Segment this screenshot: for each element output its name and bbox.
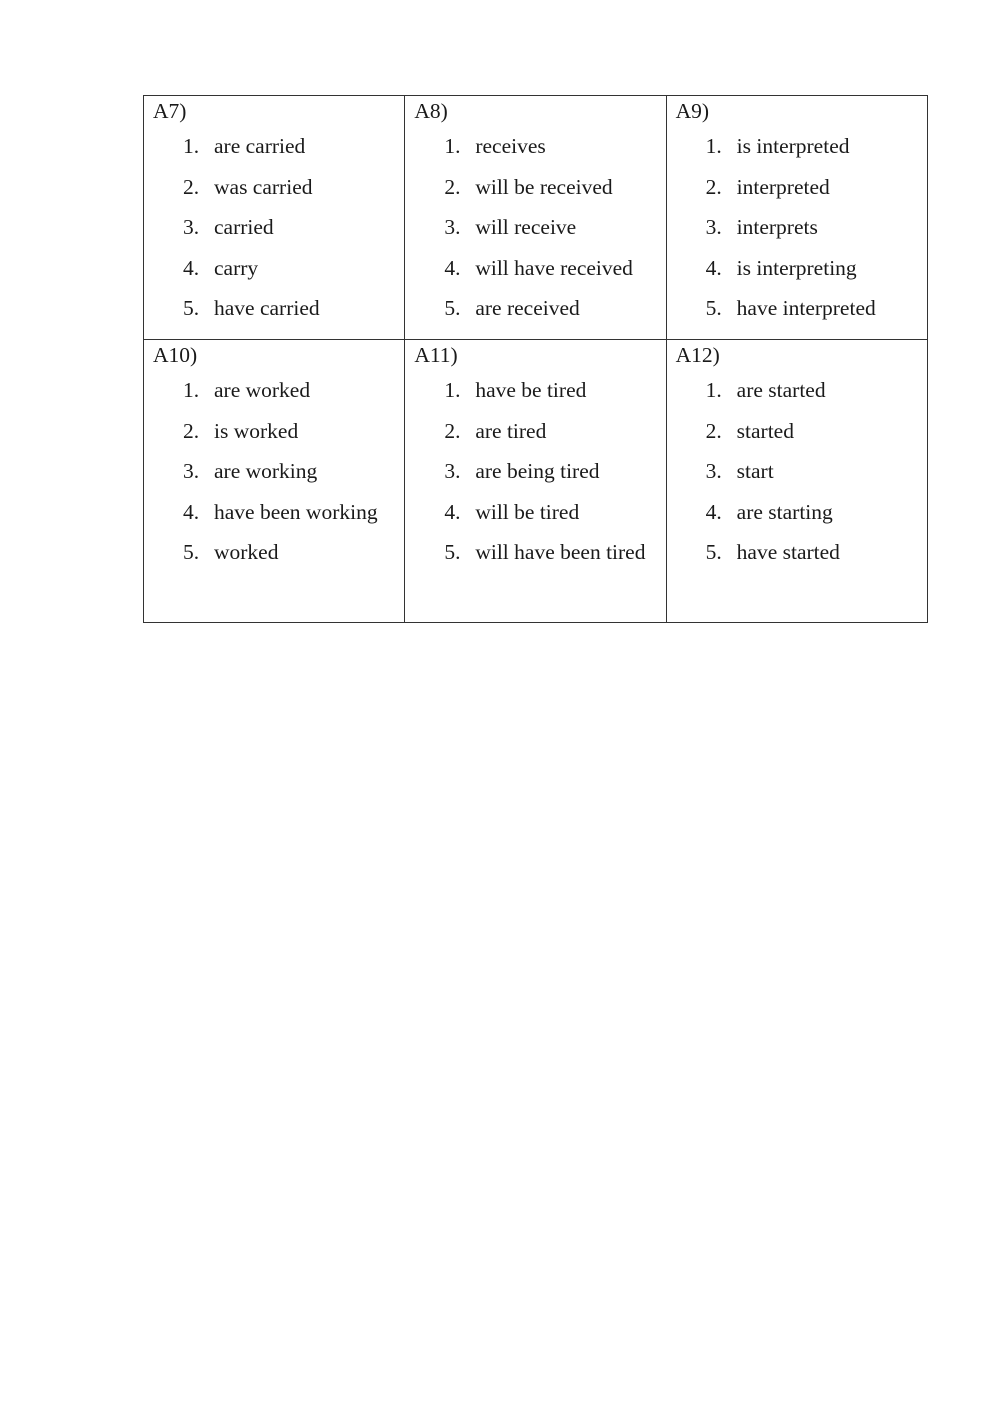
option-text: are received: [475, 296, 580, 321]
option-item: [153, 288, 396, 329]
option-item: [414, 248, 657, 289]
option-number: 1.: [183, 377, 200, 402]
option-text: have interpreted: [736, 296, 876, 321]
option-item: [153, 451, 396, 492]
option-text: are carried: [214, 134, 306, 158]
option-text: are started: [736, 377, 826, 402]
option-number: 5.: [183, 540, 200, 565]
option-number: 1.: [183, 134, 200, 158]
option-item: [676, 411, 919, 452]
option-list: [153, 370, 396, 573]
option-item: [414, 126, 657, 167]
option-number: 2.: [705, 418, 722, 443]
option-number: 5.: [705, 296, 722, 321]
option-item: [414, 167, 657, 208]
option-number: 3.: [183, 459, 200, 484]
option-text: will have been tired: [475, 540, 646, 565]
option-number: 5.: [705, 540, 722, 565]
question-cell-a7: [144, 96, 405, 340]
option-number: 1.: [705, 134, 722, 158]
option-item: [676, 492, 919, 533]
option-number: 1.: [444, 377, 461, 402]
option-number: 4.: [183, 499, 200, 524]
option-text: will have received: [475, 255, 633, 280]
question-label: A12): [675, 342, 720, 367]
option-item: [153, 207, 396, 248]
option-item: [153, 492, 396, 533]
option-number: 4.: [705, 499, 722, 524]
option-text: have started: [736, 540, 840, 565]
question-cell-a8: [405, 96, 666, 340]
question-label: A8): [414, 99, 448, 123]
option-text: carried: [214, 215, 274, 240]
option-item: [414, 411, 657, 452]
question-label: A11): [414, 342, 458, 367]
option-number: 4.: [183, 255, 200, 280]
table-row: [144, 339, 928, 622]
option-item: [153, 126, 396, 167]
option-item: [676, 532, 919, 573]
option-text: will receive: [475, 215, 577, 240]
option-item: [414, 451, 657, 492]
answer-options-table: [143, 95, 928, 623]
option-list: [414, 370, 657, 573]
option-item: [414, 370, 657, 411]
option-item: [676, 451, 919, 492]
option-number: 5.: [183, 296, 200, 321]
option-number: 3.: [444, 215, 461, 240]
option-item: [676, 126, 919, 167]
option-number: 4.: [444, 255, 461, 280]
option-text: will be received: [475, 174, 613, 199]
option-list: [153, 126, 396, 329]
option-list: [414, 126, 657, 329]
option-number: 3.: [183, 215, 200, 240]
option-number: 1.: [444, 134, 461, 158]
option-number: 3.: [444, 459, 461, 484]
question-label: A10): [153, 342, 198, 367]
option-text: are worked: [214, 377, 311, 402]
option-item: [153, 532, 396, 573]
option-number: 5.: [444, 540, 461, 565]
option-item: [414, 288, 657, 329]
option-number: 4.: [444, 499, 461, 524]
option-number: 5.: [444, 296, 461, 321]
question-label: A7): [153, 99, 187, 123]
question-label: A9): [675, 99, 710, 123]
option-item: [414, 207, 657, 248]
option-number: 2.: [183, 174, 200, 199]
option-text: worked: [214, 540, 279, 565]
option-number: 3.: [705, 459, 722, 484]
option-text: have be tired: [475, 377, 587, 402]
option-item: [414, 532, 657, 573]
option-number: 2.: [705, 174, 722, 199]
option-item: [676, 288, 919, 329]
question-cell-a11: [405, 339, 666, 622]
option-text: start: [736, 459, 774, 484]
option-item: [153, 411, 396, 452]
option-number: 2.: [183, 418, 200, 443]
option-text: are working: [214, 459, 318, 484]
option-text: is interpreting: [736, 255, 857, 280]
option-text: carry: [214, 255, 259, 280]
question-cell-a12: [666, 339, 927, 622]
option-number: 2.: [444, 174, 461, 199]
option-item: [676, 207, 919, 248]
option-item: [153, 248, 396, 289]
option-text: have been working: [214, 499, 378, 524]
option-text: started: [736, 418, 794, 443]
option-text: was carried: [214, 174, 313, 199]
option-text: are tired: [475, 418, 547, 443]
option-text: interprets: [736, 215, 818, 240]
option-item: [153, 370, 396, 411]
option-text: interpreted: [736, 174, 830, 199]
question-cell-a10: [144, 339, 405, 622]
option-text: is interpreted: [736, 134, 850, 158]
option-text: receives: [475, 134, 546, 158]
option-number: 2.: [444, 418, 461, 443]
option-text: is worked: [214, 418, 299, 443]
option-text: have carried: [214, 296, 320, 321]
option-text: will be tired: [475, 499, 580, 524]
option-list: [676, 370, 919, 573]
option-item: [676, 248, 919, 289]
option-number: 3.: [705, 215, 722, 240]
option-number: 4.: [705, 255, 722, 280]
option-list: [676, 126, 919, 329]
question-cell-a9: [666, 96, 927, 340]
option-text: are being tired: [475, 459, 600, 484]
option-item: [676, 167, 919, 208]
option-number: 1.: [705, 377, 722, 402]
table-row: [144, 96, 928, 340]
option-item: [414, 492, 657, 533]
option-text: are starting: [736, 499, 833, 524]
option-item: [676, 370, 919, 411]
option-item: [153, 167, 396, 208]
